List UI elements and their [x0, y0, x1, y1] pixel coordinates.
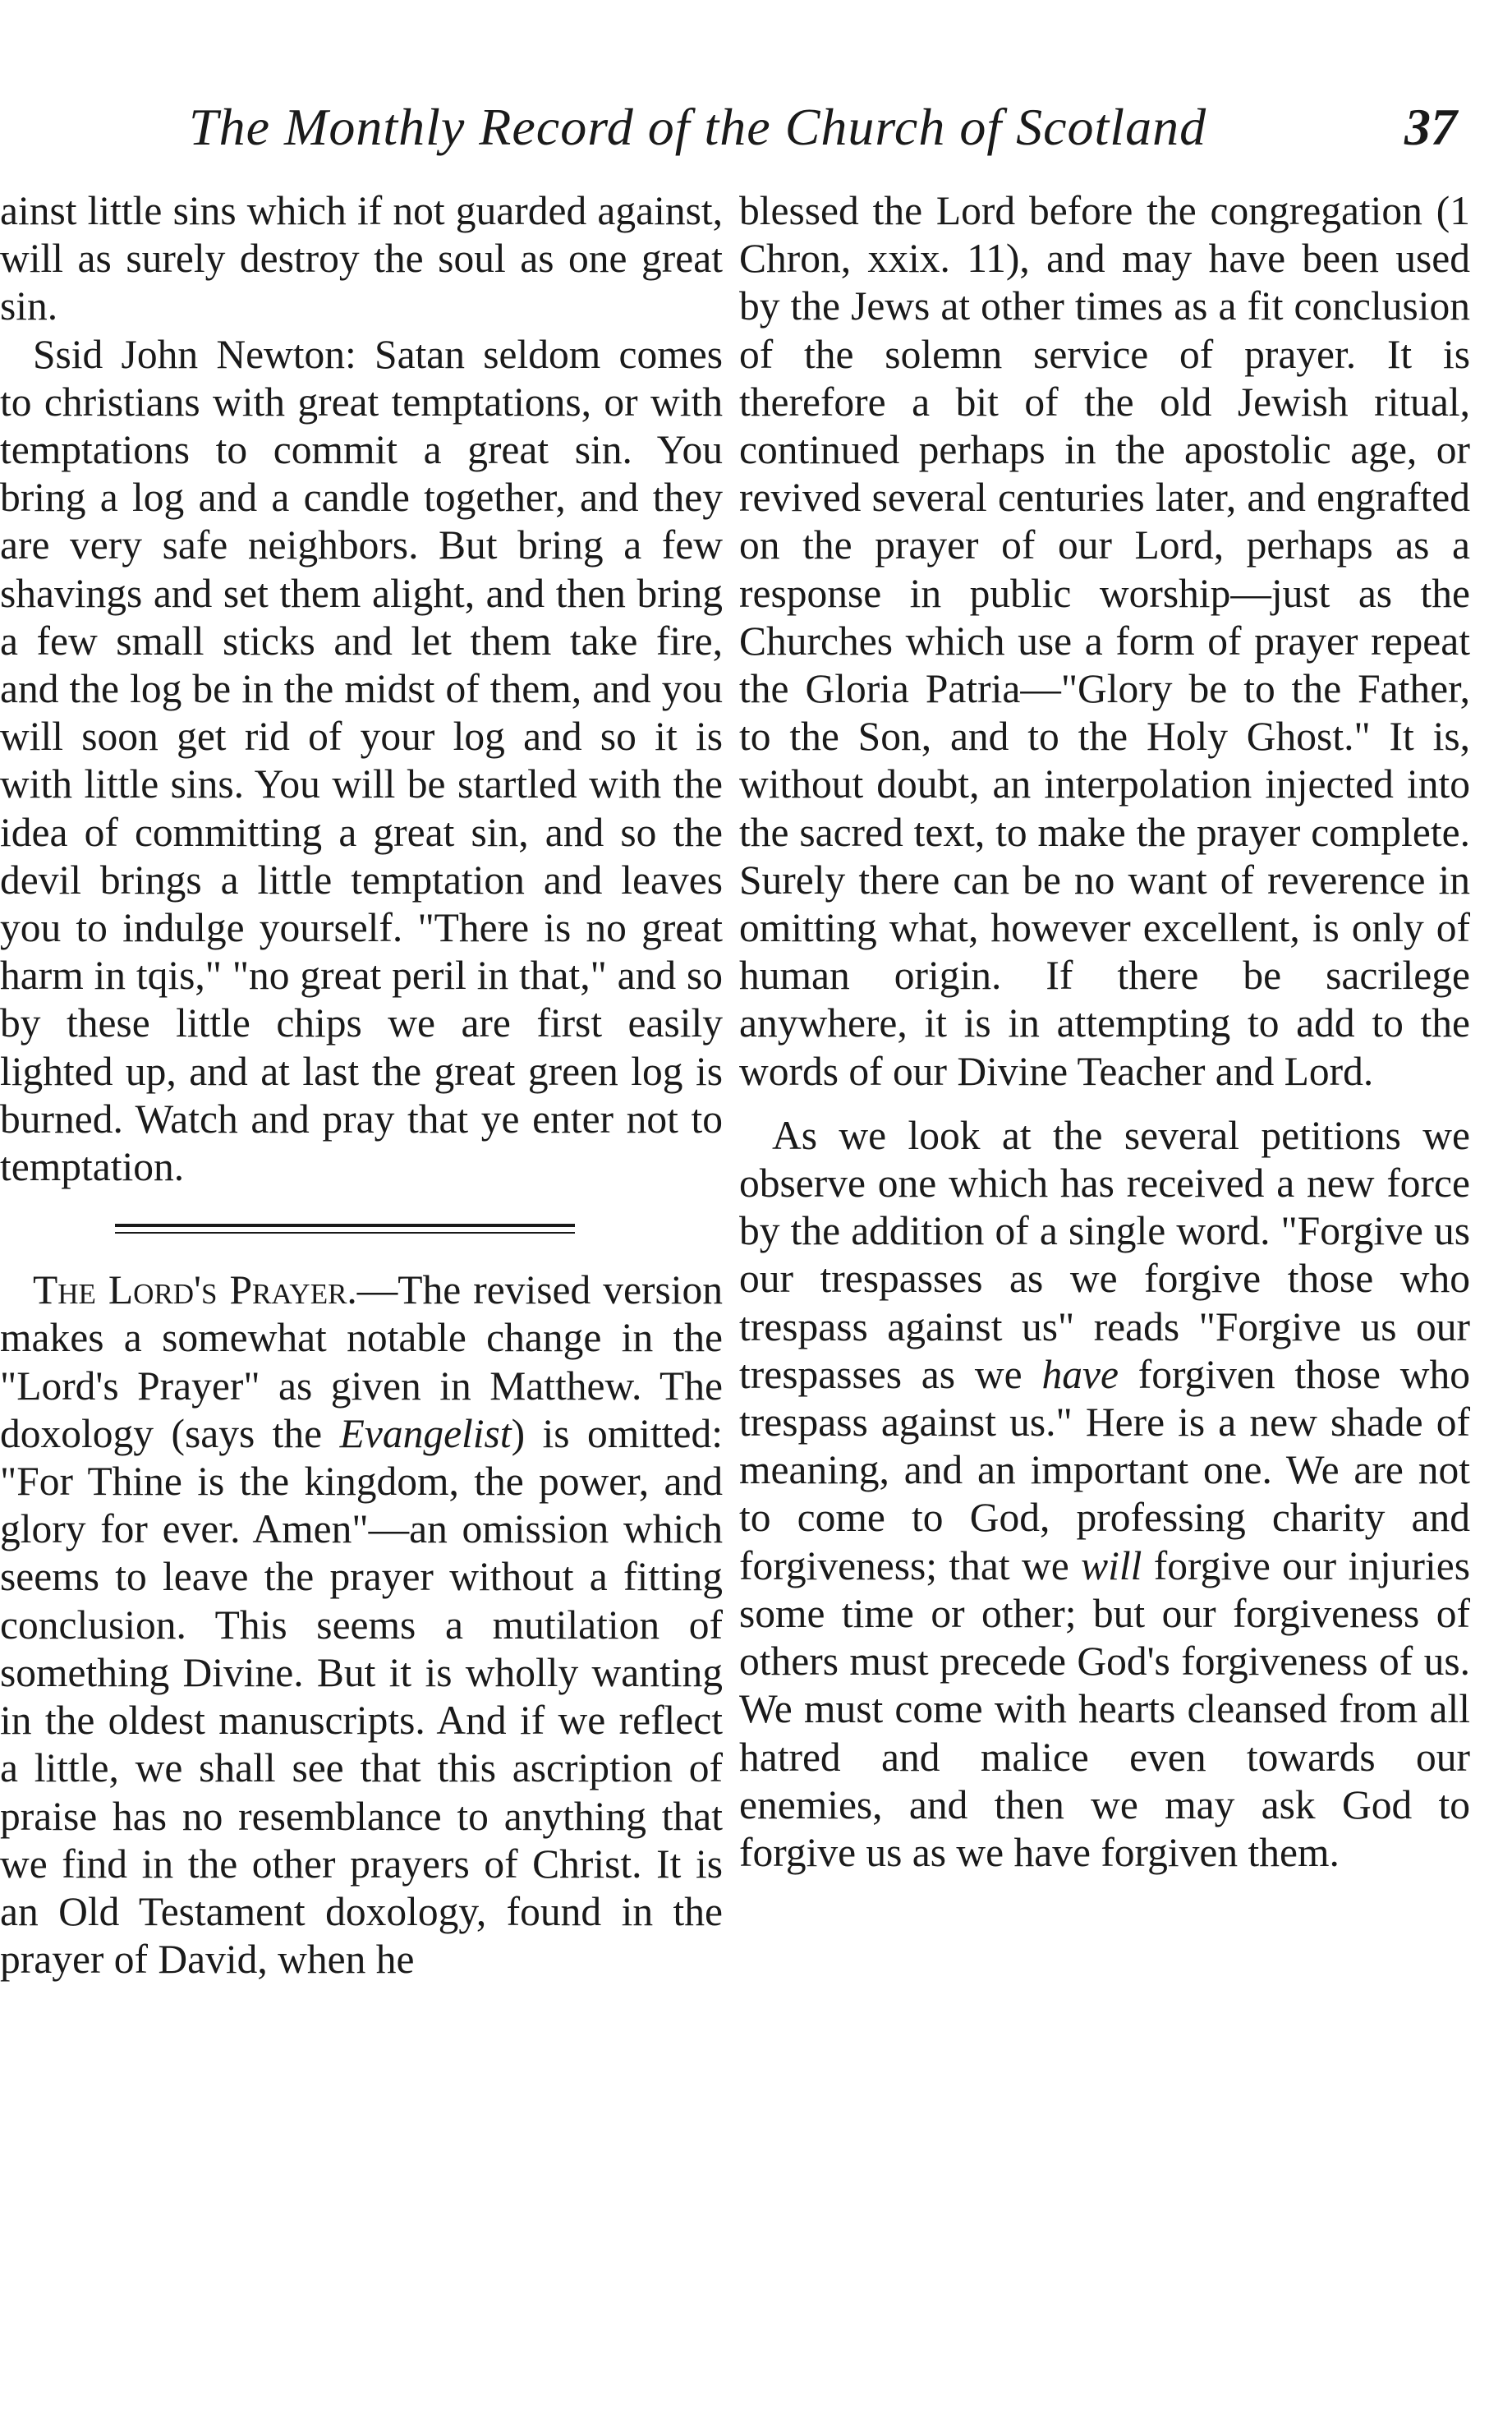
right-column	[739, 187, 1470, 1877]
section-divider	[115, 1224, 575, 1234]
paragraph-text: forgiven those who trespass against us." Here is a new shade of meaning, and an important one. We are not to come to God, professing charity and forgiveness; that we	[739, 1351, 1471, 1588]
paragraph-lords-prayer	[0, 1266, 723, 1983]
paragraph-text: As we look at the several petitions we observe one which has received a new force by the addition of a single word. "Forgive us our trespasses as we forgive those who trespass against us" reads "Forgive us our trespasses as we	[739, 1112, 1470, 1397]
page-header	[0, 97, 1512, 171]
paragraph-petitions	[739, 1112, 1470, 1877]
paragraph-doxology: blessed the Lord before the congregation (1 Chron, xxix. 11), and may have been used by the Jews at other times as a fit conclusion of the solemn service of prayer. It is therefore a bit of the old Jewish ritual, continued perhaps in the apostolic age, or revived several centuries later, and engrafted on the prayer of our Lord, perhaps as a response in public worship—just as the Churches which use a form of prayer repeat the Gloria Patria—"Glory be to the Father, to the Son, and to the Holy Ghost." It is, without doubt, an interpolation injected into the sacred text, to make the prayer complete. Surely there can be no want of reverence in omitting what, however excellent, is only of human origin. If there be sacrilege anywhere, it is in attempting to add to the words of our Divine Teacher and Lord.	[739, 188, 1470, 1094]
paragraph-john-newton: Ssid John Newton: Satan seldom comes to christians with great temptations, or with temptations to commit a great sin. You bring a log and a candle together, and they are very safe neighbors. But bring a few shavings and set them alight, and then bring a few small sticks and let them take fire, and the log be in the midst of them, and you will soon get rid of your log and so it is with little sins. You will be startled with the idea of committing a great sin, and so the devil brings a little temptation and leaves you to indulge yourself. "There is no great harm in tqis," "no great peril in that," and so by these little chips we are first easily lighted up, and at last the great green log is burned. Watch and pray that ye enter not to temptation.	[0, 331, 723, 1190]
italic-publication-name: Evangelist	[339, 1410, 512, 1456]
running-title: The Monthly Record of the Church of Scotland	[189, 98, 1207, 156]
paragraph-text: —The revised version makes a somewhat notable change in the "Lord's Prayer" as given in Matthew. The doxology (says the	[0, 1267, 723, 1456]
paragraph-little-sins: ainst little sins which if not guarded against, will as surely destroy the soul as one great sin.	[0, 188, 723, 329]
paragraph-text: forgive our injuries some time or other; but our forgiveness of others must precede God's forgiveness of us. We must come with hearts cleansed from all hatred and malice even towards our enemies, and then we may ask God to forgive us as we have forgiven them.	[739, 1542, 1470, 1875]
page-number: 37	[1404, 98, 1457, 156]
section-heading: The Lord's Prayer.	[33, 1267, 357, 1313]
paragraph-text: ) is omitted: "For Thine is the kingdom, the power, and glory for ever. Amen"—an omission which seems to leave the prayer without a fitting conclusion. This seems a mutilation of something Divine. But it is wholly wanting in the oldest manuscripts. And if we reflect a little, we shall see that this ascription of praise has no resemblance to anything that we find in the other prayers of Christ. It is an Old Testament doxology, found in the prayer of David, when he	[0, 1410, 723, 1983]
left-column	[0, 187, 723, 1983]
italic-word: have	[1041, 1351, 1119, 1397]
italic-word: will	[1081, 1542, 1142, 1588]
paragraph-gap	[739, 1096, 1470, 1112]
